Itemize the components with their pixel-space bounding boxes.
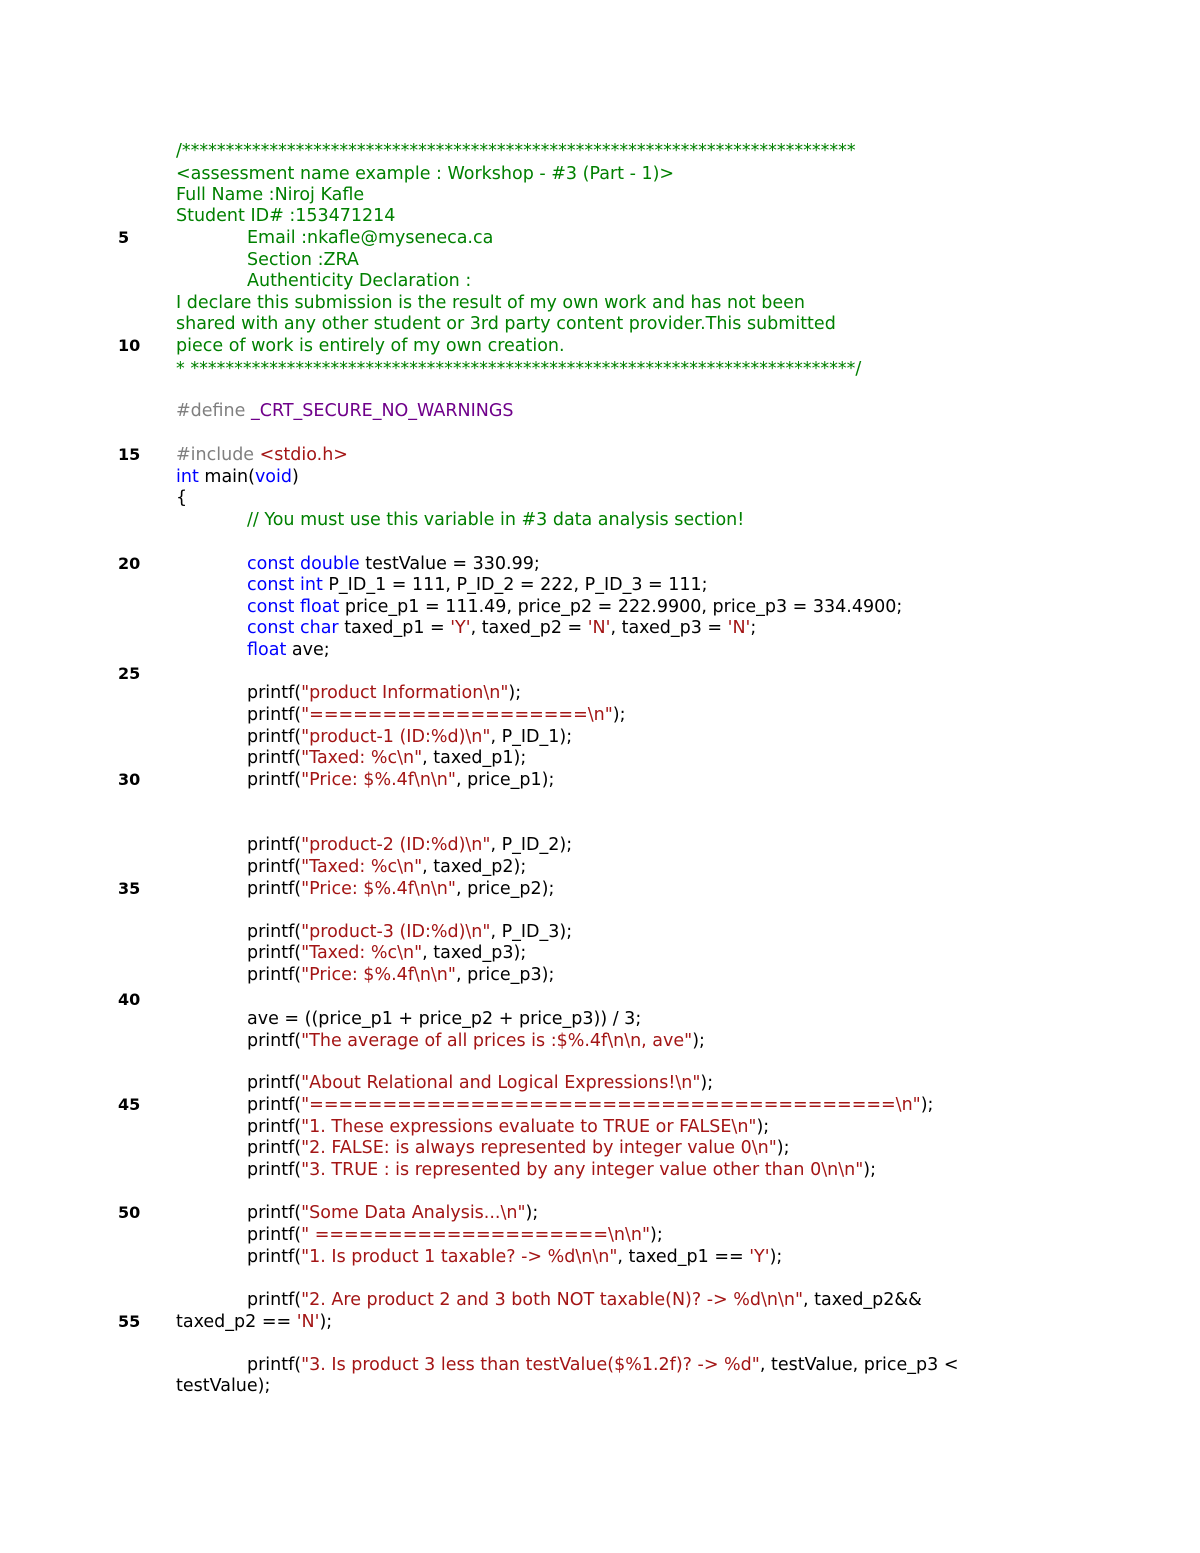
code-text: ;	[750, 618, 757, 638]
code-text: );	[612, 705, 626, 725]
string-literal: 'N'	[587, 618, 611, 638]
code-text: printf(	[247, 1160, 302, 1180]
code-text: , testValue, price_p3 <	[759, 1355, 959, 1375]
code-content	[247, 638, 330, 662]
code-text: ave = ((price_p1 + price_p2 + price_p3)) / 3;	[247, 1009, 642, 1029]
code-text: printf(	[247, 1203, 302, 1223]
code-line	[0, 1374, 1200, 1398]
code-content	[247, 508, 744, 532]
code-text: )	[292, 467, 299, 487]
code-content	[247, 1136, 789, 1160]
comment-text: piece of work is entirely of my own creation.	[176, 336, 565, 356]
code-line	[0, 139, 1200, 163]
code-content	[176, 139, 856, 163]
comment-text: I declare this submission is the result of my own work and has not been	[176, 293, 805, 313]
comment-text: Student ID# :153471214	[176, 206, 396, 226]
string-literal: "Taxed: %c\n"	[301, 748, 423, 768]
code-line	[0, 357, 1200, 381]
code-text: printf(	[247, 1355, 302, 1375]
code-line	[0, 1007, 1200, 1031]
code-line	[0, 855, 1200, 879]
code-content	[247, 963, 554, 987]
code-content	[247, 1223, 663, 1247]
code-content	[176, 357, 861, 381]
code-content	[247, 703, 626, 727]
string-literal: "product Information\n"	[301, 683, 509, 703]
keyword-token: char	[299, 618, 339, 638]
code-text: );	[650, 1225, 663, 1245]
comment-text: Authenticity Declaration :	[247, 271, 472, 291]
code-line	[0, 1158, 1200, 1182]
code-content	[247, 1071, 713, 1095]
code-text: );	[508, 683, 522, 703]
code-content	[247, 1158, 876, 1182]
code-text: , taxed_p3 =	[610, 618, 728, 638]
keyword-token: const	[247, 597, 295, 617]
code-text: , price_p2);	[455, 879, 555, 899]
code-line	[0, 941, 1200, 965]
code-text: printf(	[247, 1290, 302, 1310]
string-literal: "product-2 (ID:%d)\n"	[301, 835, 491, 855]
code-content	[247, 833, 572, 857]
keyword-token: int	[176, 467, 199, 487]
code-line	[0, 1245, 1200, 1269]
code-text: printf(	[247, 1073, 302, 1093]
code-text: printf(	[247, 922, 302, 942]
string-literal: 'Y'	[450, 618, 471, 638]
code-text: {	[176, 488, 188, 508]
string-literal: "Price: $%.4f\n\n"	[301, 879, 456, 899]
line-number: 55	[118, 1312, 141, 1331]
code-text: printf(	[247, 1095, 302, 1115]
string-literal: "3. TRUE : is represented by any integer value other than 0\n\n"	[301, 1160, 864, 1180]
code-text: testValue);	[176, 1376, 271, 1396]
code-line	[0, 877, 1200, 901]
code-line	[0, 616, 1200, 640]
code-text: printf(	[247, 683, 302, 703]
code-content	[247, 1029, 705, 1053]
code-line	[0, 399, 1200, 423]
keyword-token: void	[254, 467, 292, 487]
code-text: );	[700, 1073, 714, 1093]
code-line	[0, 486, 1200, 510]
keyword-token: float	[299, 597, 340, 617]
comment-text: <assessment name example : Workshop - #3 (Part - 1)>	[176, 164, 675, 184]
code-line	[0, 1071, 1200, 1095]
code-line	[0, 269, 1200, 293]
string-literal: "About Relational and Logical Expressions!\n"	[301, 1073, 701, 1093]
string-literal: 'N'	[727, 618, 751, 638]
code-content	[247, 1093, 933, 1117]
line-number: 5	[118, 228, 130, 247]
line-number: 45	[118, 1095, 141, 1114]
code-line	[0, 703, 1200, 727]
line-number: 20	[118, 554, 141, 573]
code-text: printf(	[247, 1225, 302, 1245]
keyword-token: const	[247, 554, 295, 574]
code-text: printf(	[247, 835, 302, 855]
code-text: , price_p1);	[455, 770, 555, 790]
line-number: 50	[118, 1203, 141, 1222]
preprocessor-directive: #define	[176, 401, 251, 421]
code-text: taxed_p1 =	[338, 618, 451, 638]
code-content	[176, 443, 348, 467]
code-content	[176, 312, 836, 336]
code-content	[176, 334, 565, 358]
string-literal: "Taxed: %c\n"	[301, 943, 423, 963]
preprocessor-directive: #include	[176, 445, 260, 465]
string-literal: "Price: $%.4f\n\n"	[301, 965, 456, 985]
code-text: , price_p3);	[455, 965, 555, 985]
code-text: testValue = 330.99;	[359, 554, 540, 574]
code-text: );	[863, 1160, 876, 1180]
code-content	[247, 877, 554, 901]
code-content	[247, 1288, 922, 1312]
string-literal: <stdio.h>	[259, 445, 348, 465]
code-text: , taxed_p2 =	[470, 618, 588, 638]
line-number: 10	[118, 336, 141, 355]
code-line	[0, 508, 1200, 532]
string-literal: "3. Is product 3 less than testValue($%1.2f)? -> %d"	[301, 1355, 760, 1375]
code-text: );	[319, 1312, 333, 1332]
code-content	[247, 616, 756, 640]
code-line	[0, 443, 1200, 467]
code-content	[176, 1310, 332, 1334]
code-content	[176, 486, 187, 510]
code-line	[0, 226, 1200, 250]
string-literal: "product-3 (ID:%d)\n"	[301, 922, 491, 942]
string-literal: "========================================\n"	[301, 1095, 921, 1115]
code-line	[0, 1288, 1200, 1312]
code-text: , taxed_p1);	[422, 748, 527, 768]
code-text: );	[525, 1203, 539, 1223]
code-text: printf(	[247, 1247, 302, 1267]
code-line	[0, 1310, 1200, 1334]
code-text: printf(	[247, 1031, 302, 1051]
code-text: , taxed_p1 ==	[617, 1247, 750, 1267]
code-content	[247, 573, 708, 597]
keyword-token: const	[247, 618, 295, 638]
comment-text: Email :nkafle@myseneca.ca	[247, 228, 494, 248]
code-content	[247, 746, 526, 770]
code-content	[247, 269, 471, 293]
code-text: printf(	[247, 943, 302, 963]
code-text: printf(	[247, 965, 302, 985]
string-literal: "Price: $%.4f\n\n"	[301, 770, 456, 790]
code-content	[176, 1374, 270, 1398]
code-content	[176, 204, 395, 228]
code-line	[0, 963, 1200, 987]
code-text: taxed_p2 ==	[176, 1312, 297, 1332]
code-content	[247, 768, 554, 792]
string-literal: "The average of all prices is :$%.4f\n\n, ave"	[301, 1031, 693, 1051]
code-text: );	[776, 1138, 790, 1158]
code-line	[0, 746, 1200, 770]
comment-text: * ****************************************************************************/	[176, 359, 862, 379]
code-text: printf(	[247, 770, 302, 790]
string-literal: "1. These expressions evaluate to TRUE or FALSE\n"	[301, 1117, 757, 1137]
code-text: P_ID_1 = 111, P_ID_2 = 222, P_ID_3 = 111;	[322, 575, 708, 595]
code-text: printf(	[247, 857, 302, 877]
line-number: 15	[118, 445, 141, 464]
code-line	[0, 204, 1200, 228]
code-content	[247, 855, 526, 879]
code-content	[247, 1201, 538, 1225]
comment-text: /*****************************************************************************	[176, 141, 856, 161]
code-text: , taxed_p2);	[422, 857, 527, 877]
code-line	[0, 1093, 1200, 1117]
code-text: , taxed_p2&&	[803, 1290, 922, 1310]
code-content	[247, 1245, 782, 1269]
code-text: printf(	[247, 1138, 302, 1158]
code-text: , P_ID_2);	[490, 835, 573, 855]
code-text: );	[692, 1031, 705, 1051]
code-content	[247, 681, 521, 705]
code-line	[0, 1201, 1200, 1225]
string-literal: "1. Is product 1 taxable? -> %d\n\n"	[301, 1247, 618, 1267]
code-text: , taxed_p3);	[422, 943, 527, 963]
code-content	[247, 941, 526, 965]
keyword-token: float	[247, 640, 287, 660]
code-line	[0, 573, 1200, 597]
code-line	[0, 1029, 1200, 1053]
keyword-token: const	[247, 575, 295, 595]
comment-text: // You must use this variable in #3 data analysis section!	[247, 510, 745, 530]
string-literal: "2. FALSE: is always represented by integer value 0\n"	[301, 1138, 777, 1158]
code-line	[0, 334, 1200, 358]
string-literal: "===================\n"	[301, 705, 613, 725]
code-line	[0, 768, 1200, 792]
code-text: price_p1 = 111.49, price_p2 = 222.9900, price_p3 = 334.4900;	[339, 597, 903, 617]
string-literal: " ====================\n\n"	[301, 1225, 651, 1245]
code-text: printf(	[247, 879, 302, 899]
code-text: printf(	[247, 727, 302, 747]
code-line	[0, 681, 1200, 705]
string-literal: 'Y'	[749, 1247, 770, 1267]
comment-text: Section :ZRA	[247, 250, 359, 270]
code-text: printf(	[247, 705, 302, 725]
comment-text: Full Name :Niroj Kafle	[176, 185, 365, 205]
code-text: printf(	[247, 748, 302, 768]
keyword-token: int	[299, 575, 323, 595]
code-text: );	[756, 1117, 770, 1137]
string-literal: "product-1 (ID:%d)\n"	[301, 727, 491, 747]
keyword-token: double	[299, 554, 360, 574]
code-line	[0, 833, 1200, 857]
code-content	[247, 1007, 641, 1031]
string-literal: 'N'	[296, 1312, 320, 1332]
line-number: 30	[118, 770, 141, 789]
code-text: ave;	[286, 640, 330, 660]
code-line	[0, 1136, 1200, 1160]
line-number: 35	[118, 879, 141, 898]
code-text: printf(	[247, 1117, 302, 1137]
code-text: );	[769, 1247, 783, 1267]
code-text: , P_ID_3);	[490, 922, 573, 942]
line-number: 40	[118, 990, 141, 1009]
code-text: , P_ID_1);	[490, 727, 573, 747]
code-line	[0, 1223, 1200, 1247]
code-line	[0, 312, 1200, 336]
string-literal: "2. Are product 2 and 3 both NOT taxable(N)? -> %d\n\n"	[301, 1290, 804, 1310]
code-content	[176, 399, 514, 423]
string-literal: "Taxed: %c\n"	[301, 857, 423, 877]
code-text: main(	[198, 467, 255, 487]
comment-text: shared with any other student or 3rd party content provider.This submitted	[176, 314, 836, 334]
code-line	[0, 638, 1200, 662]
code-text: );	[920, 1095, 934, 1115]
string-literal: "Some Data Analysis...\n"	[301, 1203, 526, 1223]
code-content	[247, 226, 493, 250]
line-number: 25	[118, 664, 141, 683]
macro-name: _CRT_SECURE_NO_WARNINGS	[250, 401, 514, 421]
